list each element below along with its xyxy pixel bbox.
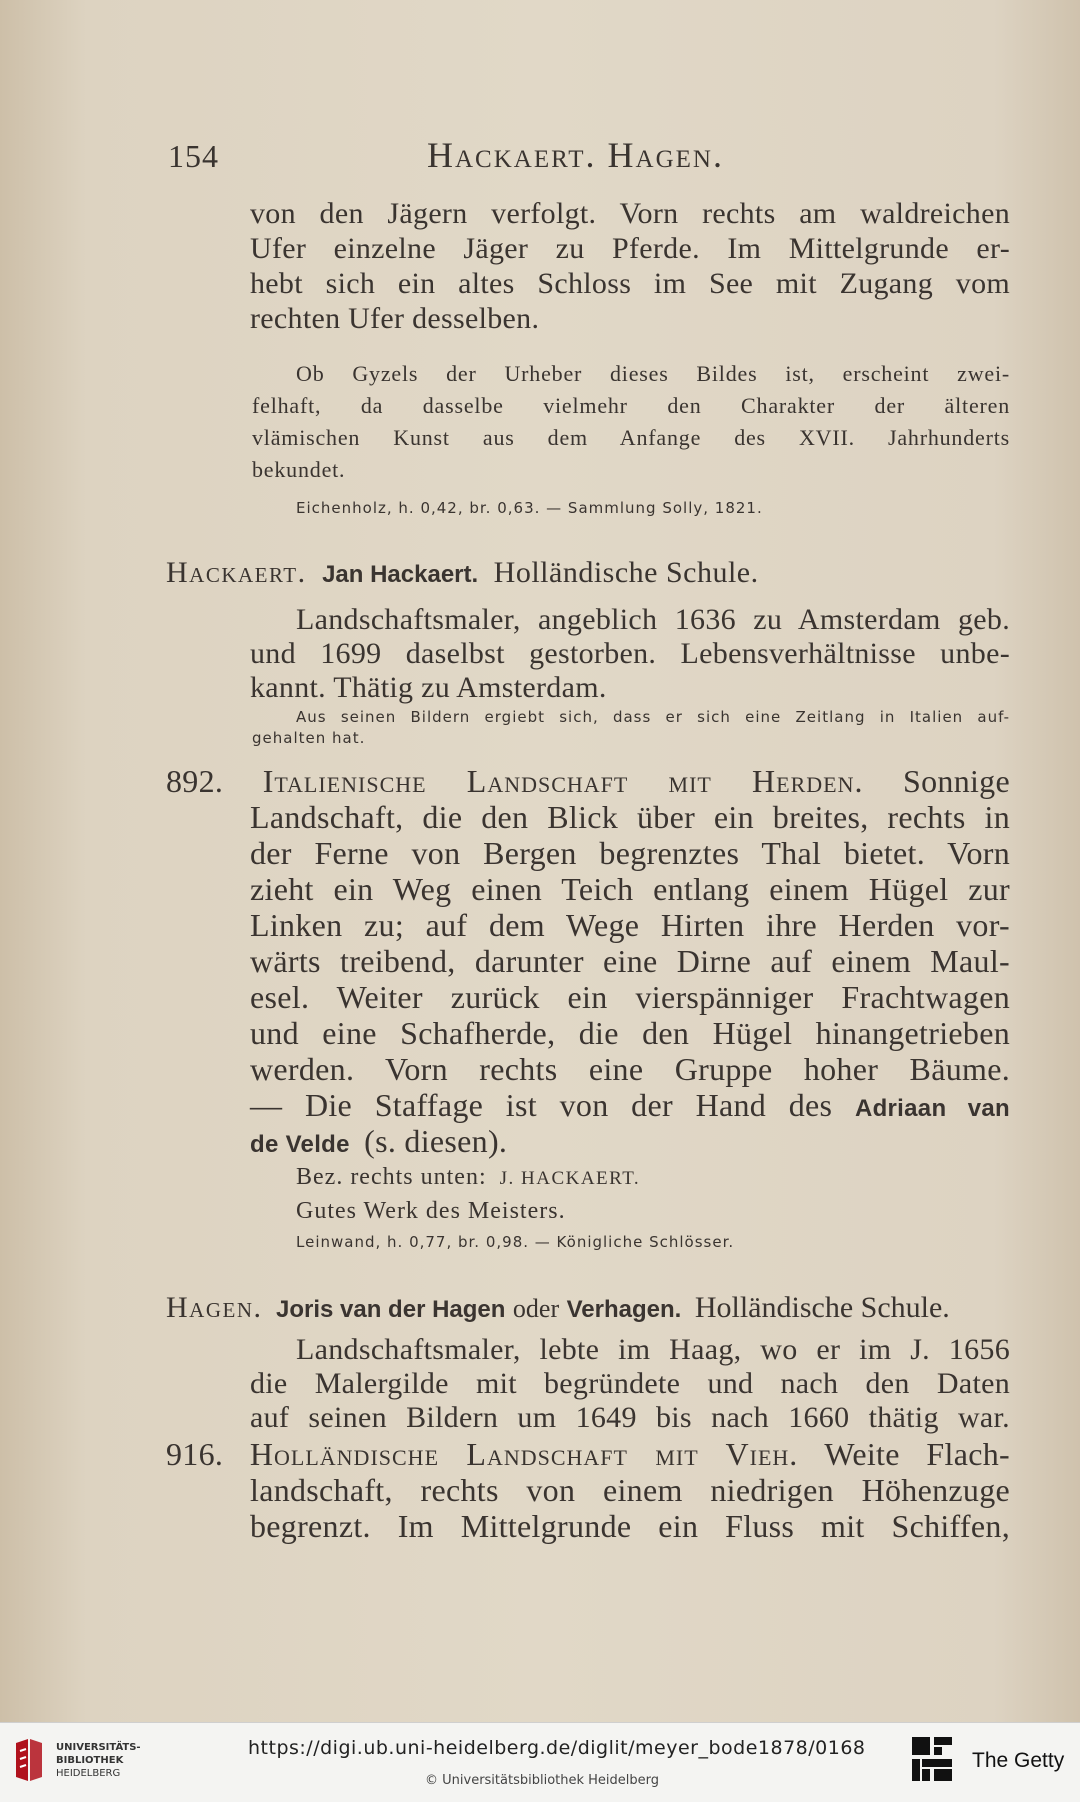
- work-number: 892.: [166, 763, 224, 799]
- bio-line: und 1699 daselbst gestorben. Lebensverhältnisse unbe-: [250, 637, 1010, 670]
- bio-line: die Malergilde mit begründete und nach den Daten: [250, 1367, 1010, 1400]
- bio-line: Landschaftsmaler, angeblich 1636 zu Amsterdam geb.: [296, 603, 1010, 636]
- artist-heading: [166, 1291, 950, 1325]
- footer-bar: [0, 1722, 1080, 1802]
- signature-label: Bez. rechts unten:: [296, 1164, 487, 1190]
- work-number: 916.: [166, 1436, 224, 1472]
- artist-alias: Verhagen.: [566, 1296, 682, 1323]
- work-text: — Die Staffage ist von der Hand des: [250, 1087, 833, 1123]
- body-line: begrenzt. Im Mittelgrunde ein Fluss mit Schiffen,: [250, 1508, 1010, 1544]
- bio-line: kannt. Thätig zu Amsterdam.: [250, 671, 607, 704]
- work-text: (s. diesen).: [364, 1123, 508, 1159]
- running-title: Hackaert. Hagen.: [427, 135, 724, 175]
- library-name-line: UNIVERSITÄTS-: [56, 1742, 141, 1753]
- note-line: Aus seinen Bildern ergiebt sich, dass er sich eine Zeitlang in Italien auf-: [296, 708, 1010, 726]
- remark-line: Gutes Werk des Meisters.: [296, 1198, 566, 1224]
- permalink-url[interactable]: https://digi.ub.uni-heidelberg.de/diglit/meyer_bode1878/0168: [248, 1737, 866, 1759]
- body-line: [250, 1123, 1010, 1160]
- note-line: bekundet.: [252, 457, 346, 482]
- body-line: Ufer einzelne Jäger zu Pferde. Im Mittelgrunde er-: [250, 232, 1010, 265]
- artist-fullname: Jan Hackaert.: [322, 561, 479, 588]
- note-line: felhaft, da dasselbe vielmehr den Charakter der älteren: [252, 393, 1010, 418]
- artist-school: Holländische Schule.: [493, 556, 759, 589]
- body-line: werden. Vorn rechts eine Gruppe hoher Bäume.: [250, 1051, 1010, 1087]
- note-line: gehalten hat.: [252, 729, 366, 747]
- work-title: Holländische Landschaft mit Vieh.: [249, 1436, 799, 1472]
- work-title: Italienische Landschaft mit Herden.: [262, 763, 864, 799]
- library-name-line: BIBLIOTHEK: [56, 1755, 124, 1766]
- work-text: Sonnige: [903, 763, 1010, 799]
- body-line: [250, 1087, 1010, 1124]
- work-first-line: [166, 763, 1010, 800]
- body-line: Landschaft, die den Blick über ein breites, rechts in: [250, 799, 1010, 835]
- artist-surname: Hackaert.: [166, 556, 307, 589]
- body-line: der Ferne von Bergen begrenztes Thal bietet. Vorn: [250, 835, 1010, 871]
- copyright-notice: © Universitätsbibliothek Heidelberg: [425, 1773, 660, 1788]
- body-line: und eine Schafherde, die den Hügel hinangetrieben: [250, 1015, 1010, 1051]
- note-line: vlämischen Kunst aus dem Anfange des XVII. Jahrhunderts: [252, 425, 1010, 450]
- library-name: [56, 1741, 141, 1780]
- body-line: Linken zu; auf dem Wege Hirten ihre Herden vor-: [250, 907, 1010, 943]
- library-name-line: HEIDELBERG: [56, 1768, 121, 1779]
- name-conjunction: oder: [512, 1294, 560, 1323]
- staffage-artist: Adriaan van: [854, 1095, 1010, 1122]
- body-line: hebt sich ein altes Schloss im See mit Zugang vom: [250, 267, 1010, 300]
- body-line: von den Jägern verfolgt. Vorn rechts am waldreichen: [250, 197, 1010, 230]
- artist-school: Holländische Schule.: [694, 1291, 950, 1324]
- signature-value: J. HACKAERT.: [499, 1168, 641, 1189]
- bio-line: auf seinen Bildern um 1649 bis nach 1660 thätig war.: [250, 1401, 1010, 1434]
- provenance-line: Eichenholz, h. 0,42, br. 0,63. — Sammlung Solly, 1821.: [296, 499, 763, 517]
- provenance-line: Leinwand, h. 0,77, br. 0,98. — Königliche Schlösser.: [296, 1233, 735, 1251]
- artist-fullname: Joris van der Hagen: [276, 1296, 506, 1323]
- signature-line: [296, 1164, 640, 1191]
- getty-name: The Getty: [972, 1749, 1065, 1772]
- staffage-artist: de Velde: [250, 1131, 350, 1158]
- note-line: Ob Gyzels der Urheber dieses Bildes ist, erscheint zwei-: [296, 361, 1010, 386]
- work-first-line: [166, 1436, 1010, 1473]
- artist-heading: [166, 556, 759, 590]
- library-logo-icon: [12, 1737, 46, 1785]
- body-line: landschaft, rechts von einem niedrigen Höhenzuge: [250, 1472, 1010, 1508]
- body-line: wärts treibend, darunter eine Dirne auf einem Maul-: [250, 943, 1010, 979]
- bio-line: Landschaftsmaler, lebte im Haag, wo er im J. 1656: [296, 1333, 1010, 1366]
- artist-surname: Hagen.: [166, 1291, 263, 1324]
- body-line: zieht ein Weg einen Teich entlang einem Hügel zur: [250, 871, 1010, 907]
- getty-logo-icon: [910, 1735, 956, 1785]
- page-number: 154: [168, 138, 219, 174]
- body-line: esel. Weiter zurück ein vierspänniger Frachtwagen: [250, 979, 1010, 1015]
- work-text: Weite Flach-: [824, 1436, 1010, 1472]
- body-line: rechten Ufer desselben.: [250, 302, 540, 335]
